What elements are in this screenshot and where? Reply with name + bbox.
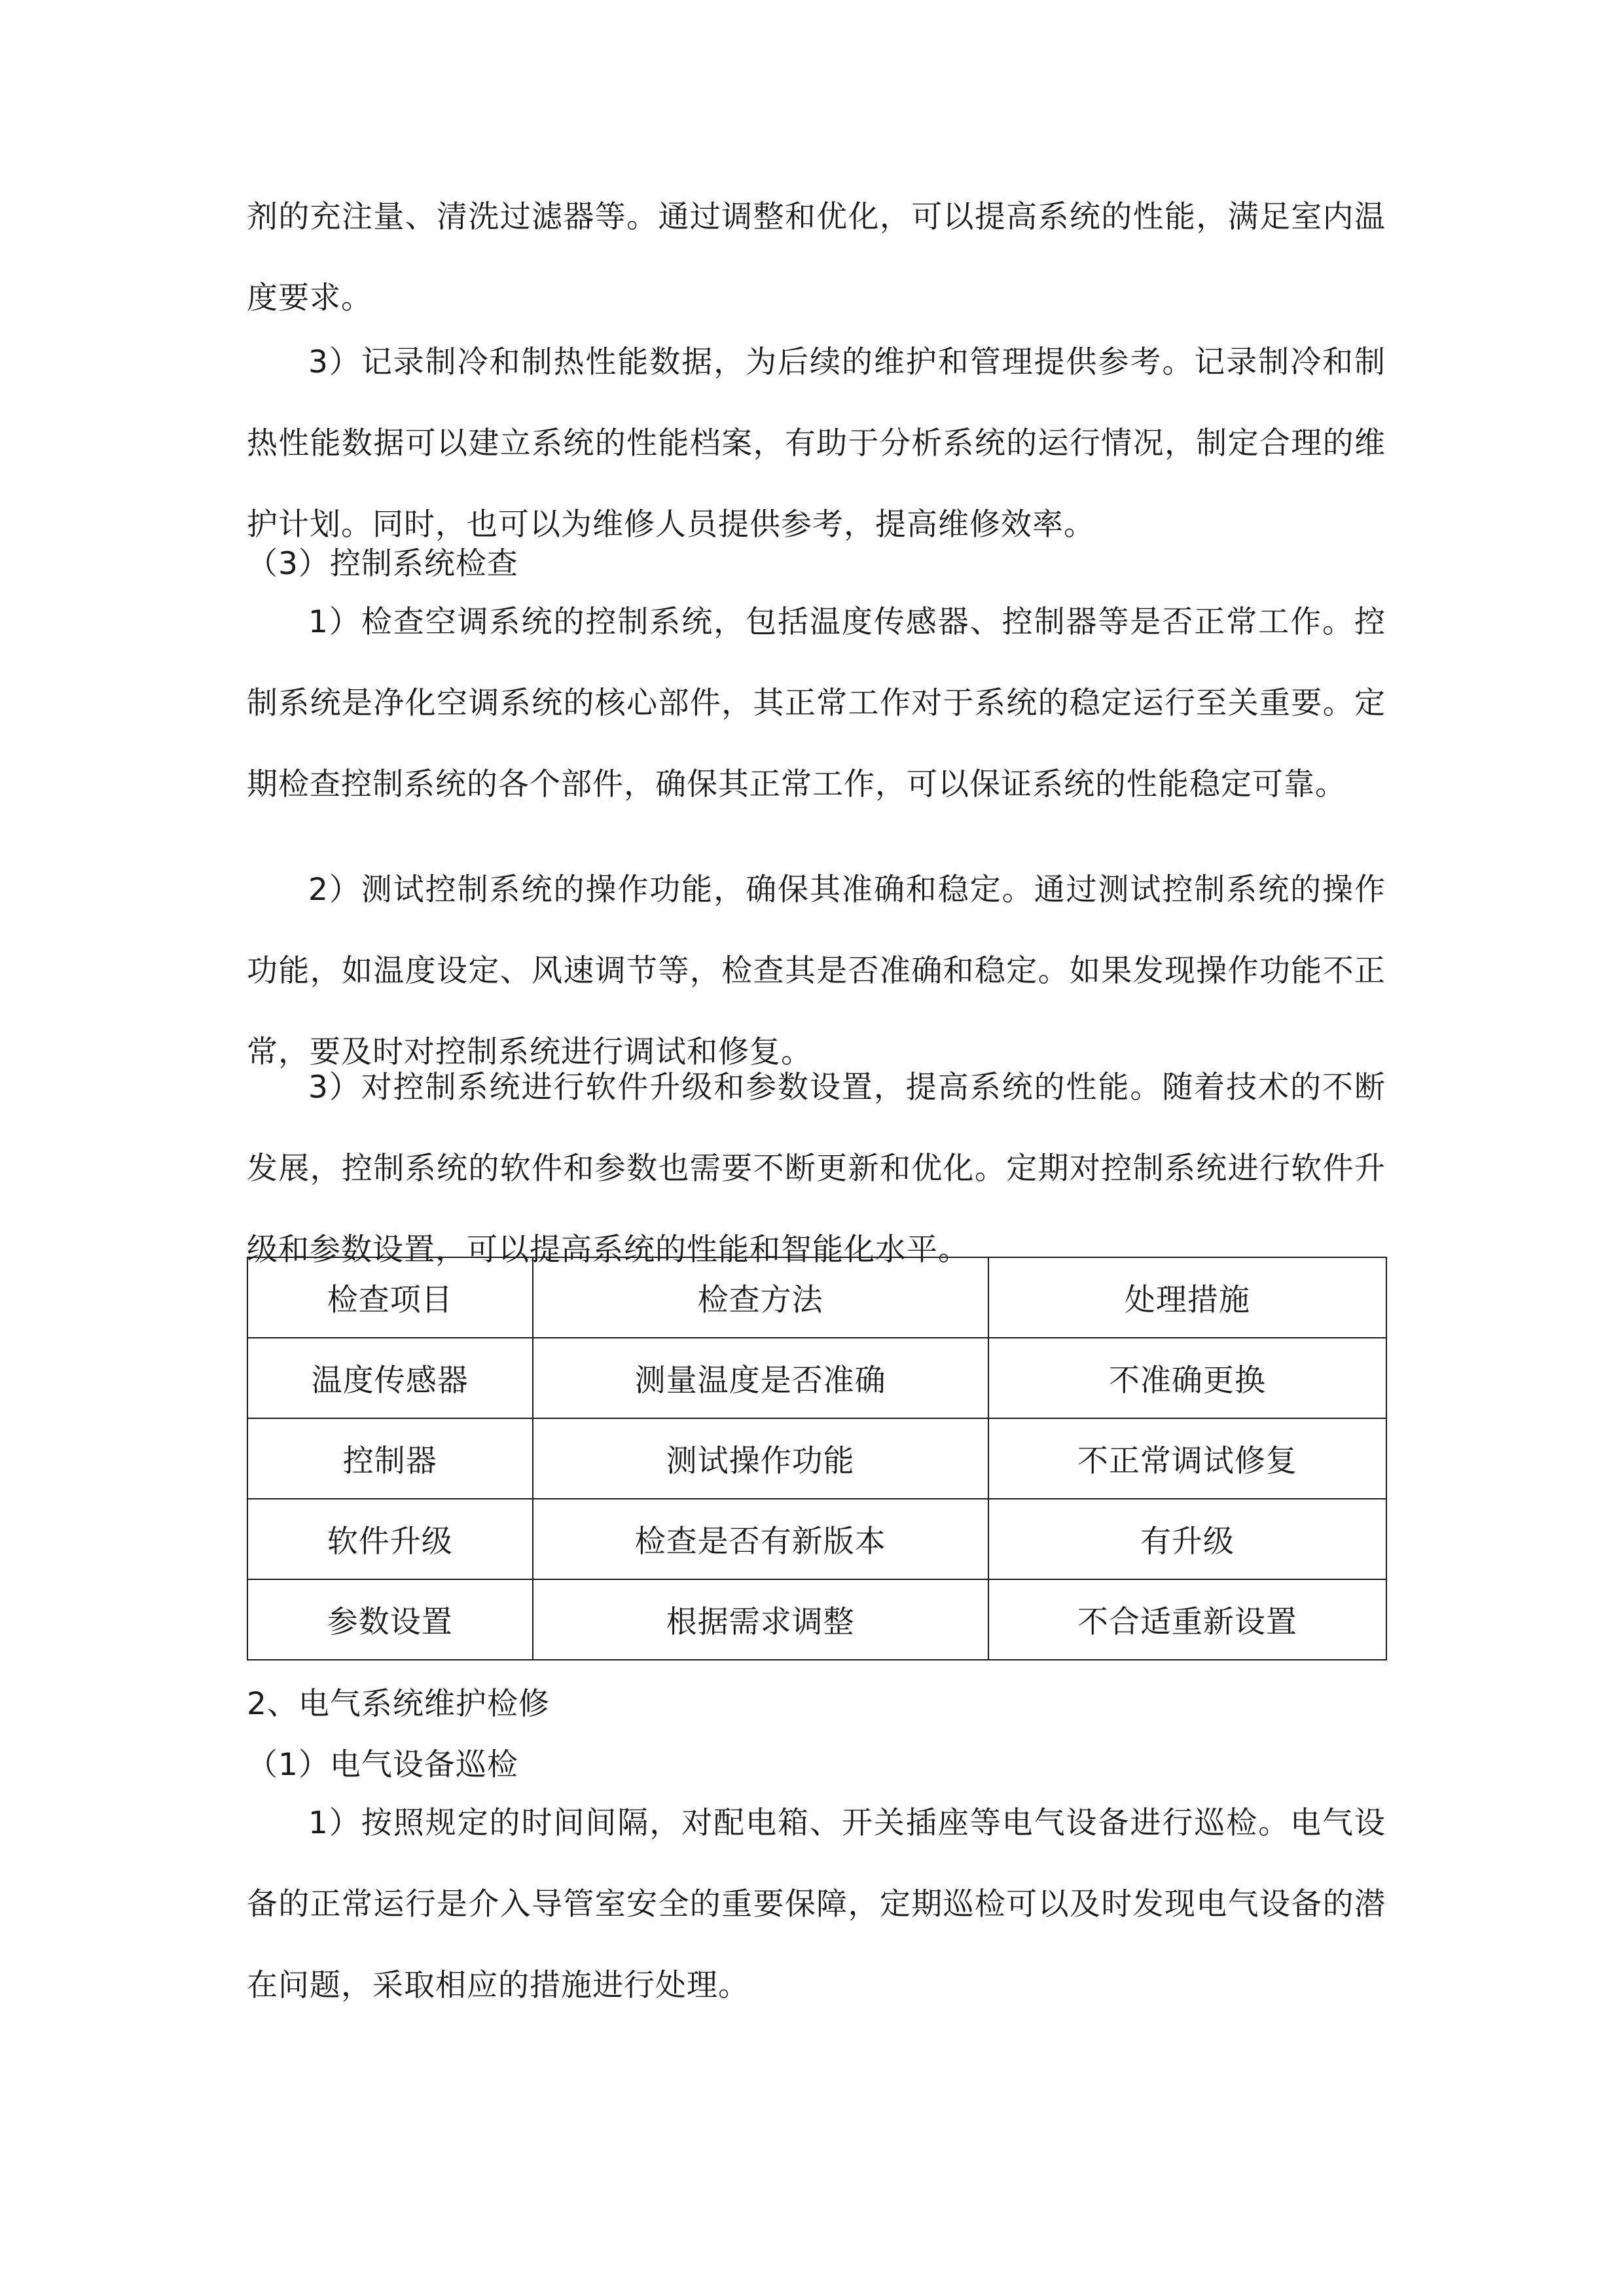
paragraph-check-control-system: 1）检查空调系统的控制系统，包括温度传感器、控制器等是否正常工作。控制系统是净化空调系统的核心部件，其正常工作对于系统的稳定运行至关重要。定期检查控制系统的各个部件，确保其正常工作，可以保证系统的性能稳定可靠。 <box>247 604 1386 802</box>
table-header-cell: 检查方法 <box>533 1257 988 1338</box>
table-cell: 软件升级 <box>247 1499 533 1579</box>
table-header-cell: 检查项目 <box>247 1257 533 1338</box>
paragraph-refrigerant: 剂的充注量、清洗过滤器等。通过调整和优化，可以提高系统的性能，满足室内温度要求。 <box>247 199 1386 316</box>
table-cell: 根据需求调整 <box>533 1579 988 1660</box>
table-cell: 检查是否有新版本 <box>533 1499 988 1579</box>
table-row <box>247 1499 1386 1579</box>
table-cell: 控制器 <box>247 1418 533 1499</box>
table-row <box>247 1418 1386 1499</box>
table-row <box>247 1338 1386 1418</box>
paragraph-test-operation: 2）测试控制系统的操作功能，确保其准确和稳定。通过测试控制系统的操作功能，如温度设定、风速调节等，检查其是否准确和稳定。如果发现操作功能不正常，要及时对控制系统进行调试和修复。 <box>247 872 1386 1070</box>
heading-control-system-check: （3）控制系统检查 <box>247 546 518 582</box>
paragraph-electrical-inspection: 1）按照规定的时间间隔，对配电箱、开关插座等电气设备进行巡检。电气设备的正常运行是介入导管室安全的重要保障，定期巡检可以及时发现电气设备的潜在问题，采取相应的措施进行处理。 <box>247 1805 1386 2003</box>
table-cell: 参数设置 <box>247 1579 533 1660</box>
table-cell: 不准确更换 <box>988 1338 1386 1418</box>
table-header-cell: 处理措施 <box>988 1257 1386 1338</box>
table-cell: 不正常调试修复 <box>988 1418 1386 1499</box>
table-cell: 有升级 <box>988 1499 1386 1579</box>
table-cell: 温度传感器 <box>247 1338 533 1418</box>
table-cell: 测试操作功能 <box>533 1418 988 1499</box>
table-row <box>247 1579 1386 1660</box>
table-header-row <box>247 1257 1386 1338</box>
inspection-table <box>247 1257 1387 1660</box>
heading-electrical-inspection: （1）电气设备巡检 <box>247 1747 518 1783</box>
paragraph-software-upgrade: 3）对控制系统进行软件升级和参数设置，提高系统的性能。随着技术的不断发展，控制系统的软件和参数也需要不断更新和优化。定期对控制系统进行软件升级和参数设置，可以提高系统的性能和智能化水平。 <box>247 1069 1386 1268</box>
paragraph-record-performance: 3）记录制冷和制热性能数据，为后续的维护和管理提供参考。记录制冷和制热性能数据可以建立系统的性能档案，有助于分析系统的运行情况，制定合理的维护计划。同时，也可以为维修人员提供参考，提高维修效率。 <box>247 344 1386 543</box>
heading-electrical-maintenance: 2、电气系统维护检修 <box>247 1686 550 1722</box>
table-cell: 不合适重新设置 <box>988 1579 1386 1660</box>
table-cell: 测量温度是否准确 <box>533 1338 988 1418</box>
